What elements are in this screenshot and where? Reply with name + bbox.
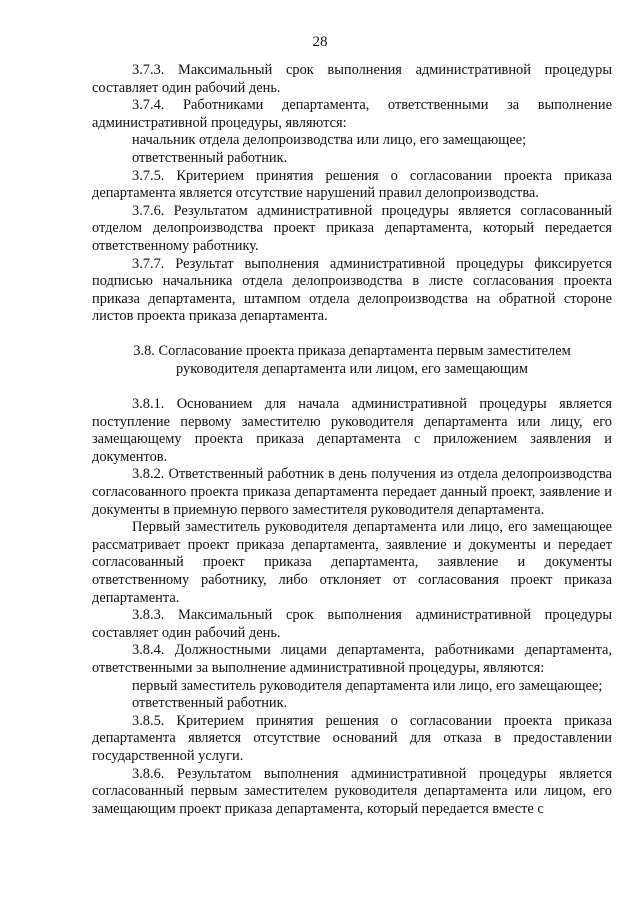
paragraph: 3.8.6. Результатом выполнения административной процедуры является согласованный первым заместителем руководителя департамента или лицом, его замещающим проект приказа департамента, который передается вместе с: [92, 765, 612, 817]
paragraph: 3.8.3. Максимальный срок выполнения административной процедуры составляет один рабочий день.: [92, 607, 612, 641]
paragraph: первый заместитель руководителя департамента или лицо, его замещающее;: [132, 677, 603, 694]
paragraph: 3.8.1. Основанием для начала административной процедуры является поступление первому заместителю руководителя департамента или лицу, его замещающему проекта приказа департамента с приложением заявления и документов.: [92, 396, 612, 465]
page-number: 28: [312, 34, 328, 50]
document-body: [92, 62, 612, 818]
paragraph: 3.8.4. Должностными лицами департамента, работниками департамента, ответственными за выполнение административной процедуры, являются:: [92, 642, 612, 676]
paragraph: ответственный работник.: [132, 149, 288, 166]
paragraph: 3.8.2. Ответственный работник в день получения из отдела делопроизводства согласованного проекта приказа департамента передает данный проект, заявление и документы в приемную первого заместителя руководителя департамента.: [92, 466, 612, 518]
paragraph: 3.8.5. Критерием принятия решения о согласовании проекта приказа департамента является отсутствие оснований для отказа в предоставлении государственной услуги.: [92, 712, 612, 764]
paragraph: ответственный работник.: [132, 695, 288, 712]
paragraph: 3.7.7. Результат выполнения административной процедуры фиксируется подписью начальника отдела делопроизводства в листе согласования проекта приказа департамента, штампом отдела делопроизводства на обратной стороне листов проекта приказа департамента.: [92, 255, 612, 325]
section-heading-3-8: 3.8. Согласование проекта приказа департамента первым заместителем руководителя департамента или лицом, его замещающим: [133, 342, 571, 377]
paragraph: 3.7.4. Работниками департамента, ответственными за выполнение административной процедуры, являются:: [92, 97, 612, 131]
paragraph: 3.7.5. Критерием принятия решения о согласовании проекта приказа департамента является отсутствие нарушений правил делопроизводства.: [92, 167, 612, 202]
paragraph-group-3-8: [92, 396, 612, 818]
paragraph: 3.7.6. Результатом административной процедуры является согласованный отделом делопроизводства проект приказа департамента, который передается ответственному работнику.: [92, 202, 612, 254]
paragraph: Первый заместитель руководителя департамента или лицо, его замещающее рассматривает проект приказа департамента, заявление и документы и передает согласованный проект приказа департамента, заявление и документы ответственному работнику, либо отклоняет от согласования проект приказа департамента.: [92, 519, 612, 606]
paragraph: начальник отдела делопроизводства или лицо, его замещающее;: [132, 132, 527, 149]
paragraph-group-3-7: [92, 62, 612, 326]
paragraph: 3.7.3. Максимальный срок выполнения административной процедуры составляет один рабочий день.: [92, 62, 612, 96]
